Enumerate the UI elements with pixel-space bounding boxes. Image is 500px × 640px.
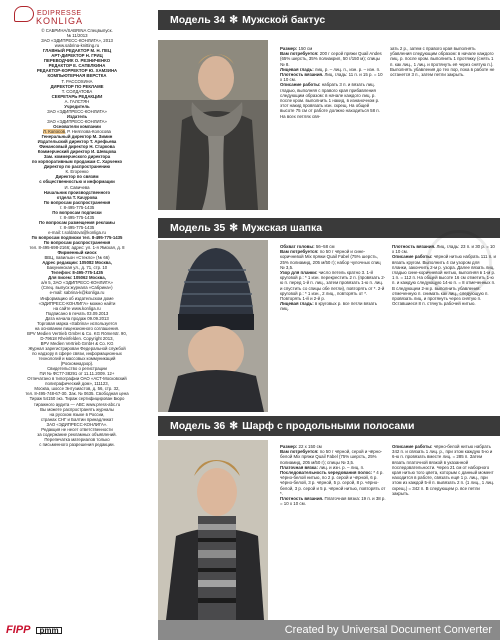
paragraph-text: по 50 г чёрной и сине-коричневой Mix пряжи Quail Fabel (75% шерсть, 25% полиамид, 205 м/50 г); набор чулочных спиц № 3,5.	[280, 249, 381, 270]
paragraph-heading: Плотность вязания.	[280, 72, 324, 78]
masthead-line: (Роскомнадзор).	[60, 361, 94, 367]
paragraph-heading: Описание работы:	[392, 254, 433, 260]
section-36-col1	[280, 444, 386, 506]
masthead-line: по надзору в сфере связи, информационных	[32, 351, 122, 357]
paragraph-text: 150 см	[297, 46, 313, 51]
masthead-line: Т. РАССОХИНА	[61, 78, 93, 84]
masthead-line: РЕДАКТОР Е. САПЕЛКИНА	[48, 63, 106, 69]
highlighted-name: Л. Колосов	[43, 128, 65, 134]
masthead-line: Финансовый директор Н. Старкова	[39, 144, 115, 150]
masthead-line: Зам. коммерческого директора	[43, 154, 111, 160]
instruction-paragraph	[280, 301, 386, 311]
star-icon: ✻	[229, 14, 239, 26]
masthead-line: (Спец. выпуск журнала «Сабрина»)	[41, 285, 113, 291]
section-34-col2	[390, 46, 496, 77]
instruction-paragraph	[280, 72, 384, 82]
masthead-line: Адрес редакции: 105082 Москва,	[42, 260, 112, 266]
masthead-line: BPV Medien Vertrieb GmbH & Co. KG	[40, 340, 114, 346]
paragraph-heading: Размер:	[280, 46, 298, 51]
logo-bottom-text: KONLIGA	[36, 16, 84, 26]
masthead-line: ПЕРЕВОДЧИК О. РЕЗНИЧЕНКО	[43, 58, 111, 64]
paragraph-heading: Описание работы:	[280, 82, 321, 88]
masthead-line: тиражного аудита — ABC www.press-abc.ru	[33, 401, 121, 407]
paragraph-heading: Размер:	[280, 444, 298, 449]
fipp-logo: FIPP	[6, 623, 31, 636]
model-number: Модель 36	[170, 420, 226, 432]
masthead-line: Телефон: 8-495-775-1435	[51, 270, 103, 276]
paragraph-text: лиц. р. – лиц. п., изн. р. – изн. п.	[313, 66, 381, 72]
paragraph-heading: Плотность вязания.	[280, 496, 324, 502]
paragraph-heading: Вам потребуется:	[280, 51, 319, 57]
snood-photo	[158, 40, 268, 210]
masthead-line: Издательский директор Т. Арефьева	[37, 139, 117, 145]
masthead-line: По вопросам подписки тел. 8-495-775-1435	[31, 234, 123, 240]
footer-logos	[6, 623, 62, 636]
masthead-line: на русском языке в России,	[49, 411, 105, 417]
paragraph-text: в круговых р. все петли вязать лиц.	[280, 301, 377, 312]
masthead-line: Для писем: 105062 Москва,	[48, 275, 106, 281]
masthead-line: По вопросам распространения	[43, 240, 111, 246]
masthead-line: Директор по связям	[55, 174, 99, 180]
paragraph-text: Платочная вязка: 19 п. и 38 р. = 10 х 10 см.	[280, 496, 386, 507]
paragraph-heading: Обхват головы:	[280, 244, 315, 249]
masthead-column	[0, 0, 152, 640]
paragraph-heading: Вам потребуется:	[280, 249, 319, 255]
masthead-line: По вопросам распространения	[43, 199, 111, 205]
scarf-photo	[158, 440, 268, 620]
masthead-lines	[6, 28, 148, 447]
masthead-line: полиграфический дом», 111123,	[45, 381, 109, 387]
masthead-line: «ЭДИПРЕСС-КОНЛИГА» можно найти	[38, 300, 116, 306]
masthead-line: И. Савичева	[64, 184, 90, 190]
paragraph-text: число петель кратно 3. 1-й круговой р.: * 1 изн. перекрестить 2 п. (провязать 2-ю п. перед 1-й п. лиц., затем провязать 1-ю п. лиц. и спустить со спицы обе петли), повторять от *. 2-й круговой р.: * 1 изн., 2 лиц., повторять от *. Повторять 1-й и 2-й р.	[280, 270, 386, 302]
star-icon: ✻	[229, 420, 239, 432]
masthead-line: технологий и массовых коммуникаций	[38, 356, 116, 362]
masthead-line: Журнал зарегистрирован Федеральной службой	[28, 346, 126, 351]
masthead-line: К. Егоренко	[65, 169, 89, 175]
masthead-line: Бакунинская ул., д. 71, стр. 10	[46, 265, 108, 271]
model-title: Мужской бактус	[242, 14, 326, 26]
instruction-paragraph	[280, 249, 386, 270]
logo-bubble-icon	[14, 6, 34, 22]
masthead-line: Торговая марка «Sabrina» используется	[37, 320, 117, 326]
converter-watermark: Created by Universal Document Converter	[158, 620, 500, 640]
paragraph-text: Лиц. гладь: 11 п. и 15 р. = 10 х 10 см.	[280, 72, 383, 83]
masthead-line: с общественностью и информации	[39, 179, 115, 185]
paragraph-heading: Плотность вязания.	[392, 244, 436, 249]
masthead-line: т. 8-495-775-1435	[59, 204, 95, 210]
paragraph-text: 200 г серой пряжи Quail Andes (65% шерсть, 35% полиакрил, 50 г/150 м); спицы № 8.	[280, 51, 382, 67]
masthead-line: Редакция не несет ответственности	[41, 426, 113, 432]
masthead-line: Т. СОЛДАТОВА	[61, 88, 93, 94]
masthead-line: Тираж 54150 экз. Тираж сертифицирован Бюро	[29, 396, 125, 402]
masthead-line: Л. Колосов, Р. Неяглова-Колосова	[43, 128, 111, 134]
masthead-line: Генеральный директор М. Зимин	[41, 134, 113, 140]
masthead-line: РЕДАКТОР-КОРРЕКТОР Ю. ХАМЗИНА	[36, 68, 118, 74]
masthead-line: ДИРЕКТОР ПО РЕКЛАМЕ	[50, 83, 104, 89]
masthead-line: Свидетельство о регистрации	[47, 366, 107, 372]
masthead-line: т. 8-495-775-1435	[59, 214, 95, 220]
section-34-continued: зать 2 р., затем с правого края выполнять убавления следующим образом: в начале каждого лиц. р. после кром. выполнить 1 протяжку (снять 1 п. как лиц., 1 лиц. и протянуть её через снятую п.). Выполнять убавления до тех пор, пока в работе не останется 3 п., затем петли закрыть.	[390, 46, 495, 78]
section-header-36	[158, 416, 500, 436]
masthead-line: Коммерческий директор И. Шевцова	[37, 149, 117, 155]
masthead-line: Вы можете распространять журналы	[40, 406, 114, 412]
masthead-line: т. 8-495-775-1435	[59, 224, 95, 230]
logo-top-text: EDIPRESSE	[37, 10, 82, 18]
masthead-line: © САБРИНА/SABRINA Спецвыпуск.	[41, 28, 113, 34]
instruction-paragraph	[280, 449, 386, 465]
masthead-line: D-79618 Rheinfelden. Copyright 2013,	[40, 335, 114, 341]
paragraph-text: 22 х 150 см	[297, 444, 322, 449]
paragraph-text: чёрной нитью набрать 111 п. и вязать кругом. Выполнить 4 см узором для планки, закончить 2-м р. узора. Далее вязать лиц. гладью сине-коричневой нитью, выполняя в 1-м р. 1 п. = 112 п. На общей высоте 16 см отметить 1-ю п. и каждую следующую 14-ю п. = 8 отмеченных п. В следующем 2-м р. выполнить убавления: отмеченную п. снимать как лиц., следующую п. провязать лиц. и протянуть через снятую п. Оставшиеся 8 п. стянуть рабочей нитью.	[392, 254, 496, 307]
masthead-line: e-mail: t.soldatova@konliga.ru	[48, 229, 106, 235]
masthead-line: ЗАО «ЭДИПРЕСС-КОНЛИГА», 2013	[41, 38, 113, 44]
masthead-line: Издатель	[66, 113, 88, 119]
instruction-paragraph	[280, 496, 386, 506]
paragraph-text: Лиц. гладь: 23 п. и 30 р. = 10 х 10 см.	[392, 244, 495, 255]
masthead-line: а/я 5, ЗАО «ЭДИПРЕСС-КОНЛИГА»	[41, 280, 113, 286]
instruction-paragraph	[392, 444, 496, 496]
model-title: Мужская шапка	[242, 222, 323, 234]
masthead-line: на основании лицензионного соглашения.	[34, 325, 120, 331]
watermark-stamp	[426, 230, 492, 296]
masthead-line: Дата начала продаж 09.09.2013	[45, 315, 109, 321]
instruction-paragraph	[280, 270, 386, 301]
paragraph-heading: Лицевая гладь:	[280, 301, 314, 307]
paragraph-text: по 50 г чёрной, серой и чёрно-белой Mix пряжи Quail Fabel (75% шерсть, 25% полиамид, 205 м/50 г); спицы № 3,5.	[280, 449, 382, 465]
model-number: Модель 34	[170, 14, 226, 26]
masthead-line: по корпоративным продажам С. Харченко	[31, 159, 123, 165]
masthead-line: Начальник производственного	[43, 189, 111, 195]
paragraph-heading: Платочная вязка:	[280, 464, 318, 470]
masthead-line: www.sabrina-knitting.ru	[54, 43, 100, 49]
masthead-line: ГЛАВНЫЙ РЕДАКТОР М. Н. ПЕЦ	[42, 48, 112, 54]
publisher-logo	[14, 6, 148, 24]
masthead-line: Отпечатано в типографии ОАО «АСТ-Московский	[27, 376, 127, 382]
paragraph-heading: Описание работы:	[392, 444, 433, 449]
masthead-line: СЕКРЕТАРЬ РЕДАКЦИИ	[51, 93, 103, 99]
masthead-line: BPV Medien Vertrieb GmbH & Co. KG Römerstr. 90,	[27, 330, 127, 336]
masthead-line: отдела Т. Качурова	[56, 194, 98, 200]
content-column	[158, 0, 500, 640]
masthead-line: Директор по распространению	[43, 164, 111, 170]
masthead-line: А. ГАЛСТЯН	[64, 98, 90, 104]
paragraph-text: чёрно-белой нитью набрать 342 п. и связать 1 лиц. р., при этом каждую 5-ю и 6-ю п. провязать вместе лиц. = 285 п. Затем вязать платочной вязкой в указанной последовательности. Через 21 см от наборного края нитью того цвета, которым с данный момент находится в работе, связать ещё 1 р. лиц., при этом из каждой 5-й п. вывязать 2 п. (1 лиц., 1 лиц. скрещ.) = 342 п. В следующем р. все петли закрыть.	[392, 444, 495, 496]
masthead-line: Учредитель	[64, 103, 90, 109]
masthead-line: ЗАО «ЭДИПРЕСС-КОНЛИГА»	[47, 108, 107, 114]
paragraph-text: лиц. и изн. р. – лиц. п.	[317, 464, 365, 470]
paragraph-heading: Вам потребуется:	[280, 449, 319, 455]
masthead-line: Фирменный киоск	[57, 250, 97, 256]
masthead-line: Перепечатка материалов только	[44, 436, 110, 442]
masthead-line: e-mail: sabrina-k@konliga.ru	[49, 290, 105, 296]
masthead-line: ПИ № ФС77-38291 от 11.11.2009. 12+	[39, 371, 115, 377]
masthead-line: Москва, шоссе Энтузиастов, д. 56, стр. 32,	[34, 386, 120, 392]
masthead-line: ЗАО «ЭДИПРЕСС-КОНЛИГА».	[46, 421, 108, 427]
star-icon: ✻	[229, 222, 239, 234]
masthead-line: ВВЦ, павильон «Стекло» (№ 66)	[44, 255, 110, 261]
paragraph-heading: Узор для планки:	[280, 270, 318, 276]
instruction-paragraph	[280, 82, 384, 118]
masthead-line: с письменного разрешения редакции.	[39, 441, 115, 447]
paragraph-text: 56–58 см	[314, 244, 335, 249]
masthead-line: Подписано в печать 03.09.2013	[45, 310, 109, 316]
masthead-line: Основатели компании	[53, 123, 101, 129]
masthead-line: странах СНГ и Балтии принадлежат	[40, 416, 114, 422]
section-header-34	[158, 10, 500, 30]
masthead-line: По вопросам подписки	[52, 209, 102, 215]
masthead-line: АРТ-ДИРЕКТОР Н. ГРИЦ	[51, 53, 103, 59]
instruction-paragraph	[280, 51, 384, 67]
model-title: Шарф с продольными полосами	[242, 420, 415, 432]
masthead-line: № 11/2013	[66, 33, 88, 39]
paragraph-heading: Лицевая гладь:	[280, 66, 314, 72]
masthead-line: на сайте www.konliga.ru	[53, 305, 101, 311]
hat-photo	[158, 240, 268, 412]
paragraph-heading: Последовательность чередования полос:	[280, 470, 373, 476]
masthead-line: Информацию об издательском доме	[40, 295, 114, 301]
pmm-logo: pmm	[36, 627, 61, 634]
section-36-col2	[392, 444, 496, 496]
instruction-paragraph	[280, 470, 386, 496]
masthead-line: По вопросам размещения рекламы	[39, 219, 115, 225]
masthead-line: ЗАО «ЭДИПРЕСС-КОНЛИГА»	[47, 118, 107, 124]
masthead-line: тел. 8-495-748-67-30. Зак. № 0635. Свободная цена	[25, 391, 129, 397]
model-number: Модель 35	[170, 222, 226, 234]
section-34-col1	[280, 46, 384, 119]
masthead-line: тел. 8-495-698-2166; адрес: ул. 1-я Ямская, д. 8	[29, 245, 125, 251]
section-35-col1	[280, 244, 386, 312]
paragraph-text: * 4 р. чёрно-белой нитью, по 2 р. серой и чёрной, 6 р. чёрно-белой, 3 р. чёрной, 5 р. серой, 8 р. чёрно-белой, 3 р. серой и 5 р. чёрной нитью, повторять от *.	[280, 470, 386, 496]
masthead-line: за содержание рекламных объявлений.	[37, 431, 117, 437]
paragraph-text: набрать 3 п. и вязать лиц. гладью, выполняя с правого края прибавления следующим образом: в начале каждого лиц. р. после кром. выполнить 1 накид, в изнаночном р. этот накид провязать изн. скрещ. На общей высоте 75 см от работе должно находиться 58 п. На всех петлях свя-	[280, 82, 380, 119]
masthead-line: КОМПЬЮТЕРНАЯ ВЕРСТКА	[47, 73, 107, 79]
